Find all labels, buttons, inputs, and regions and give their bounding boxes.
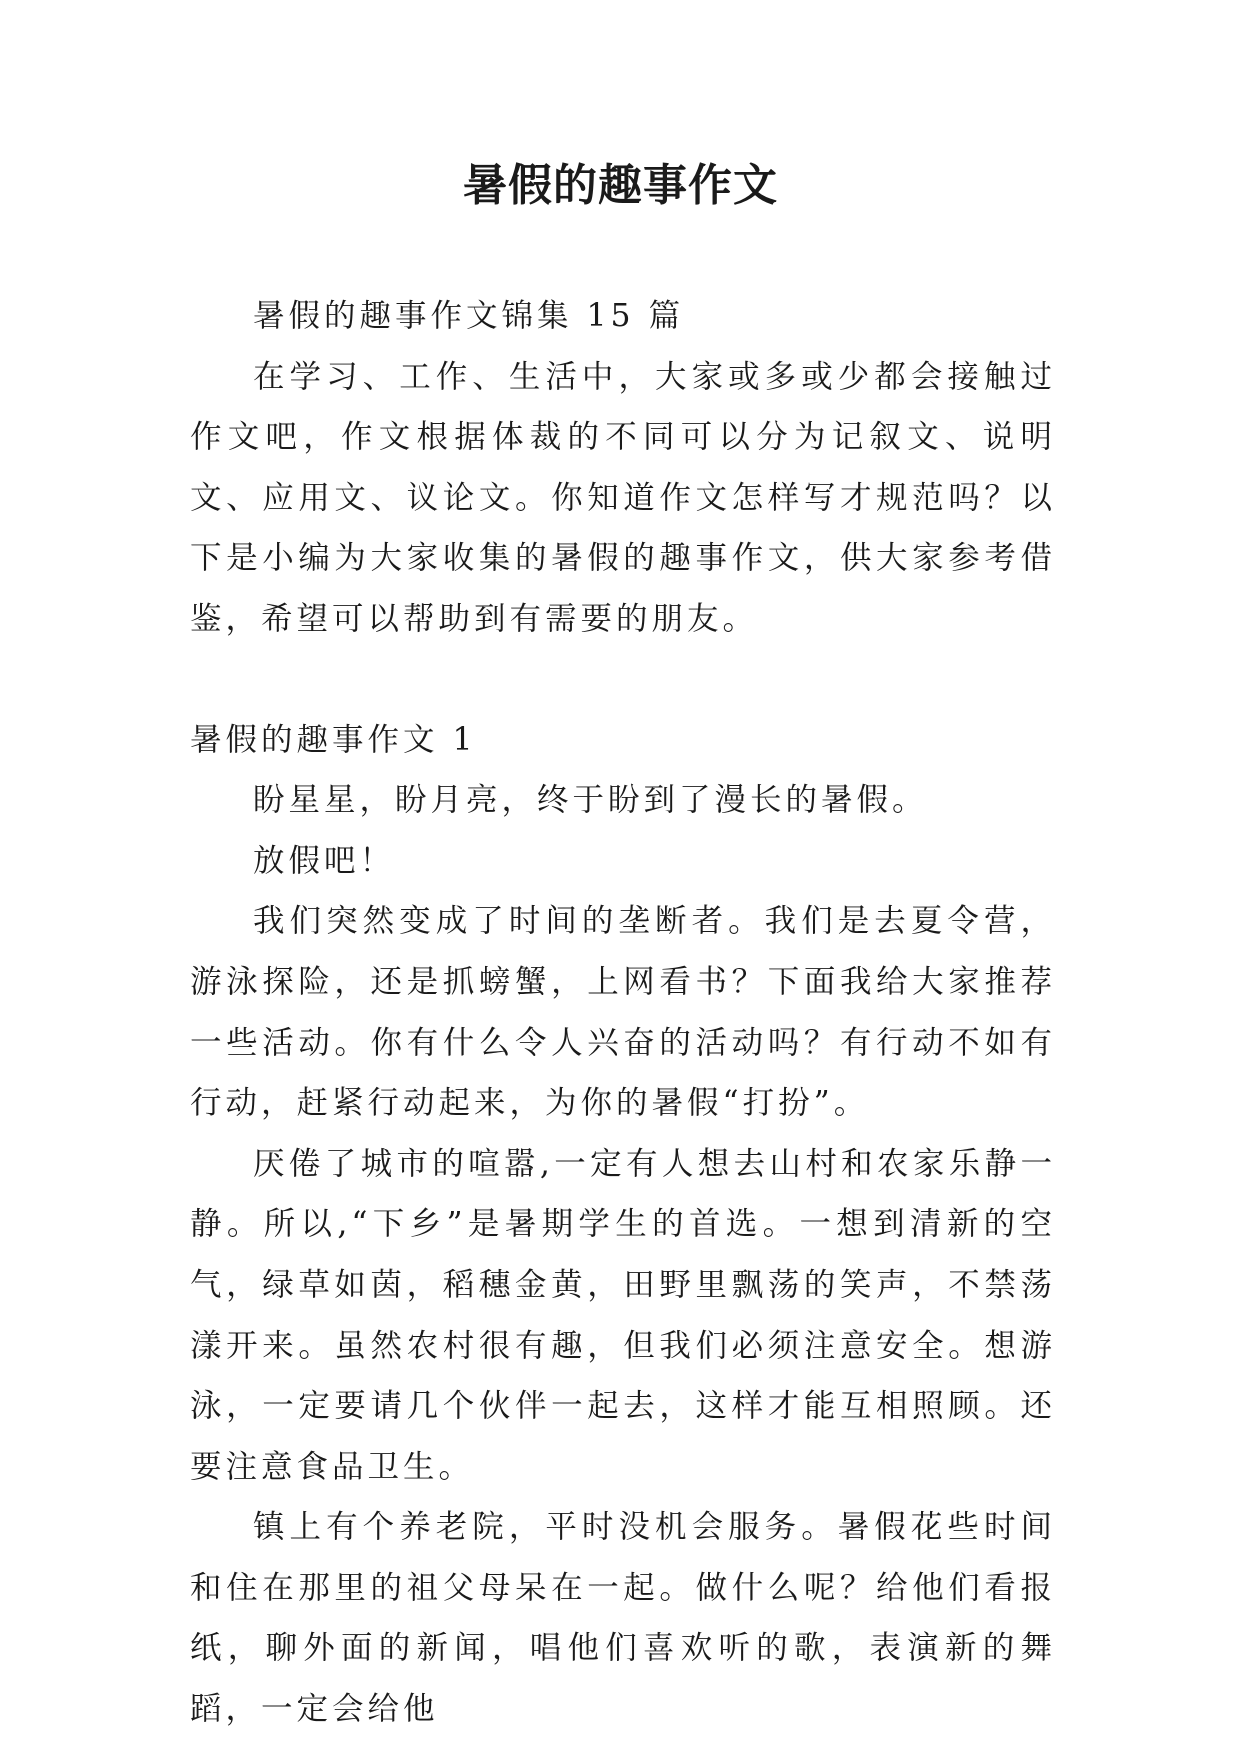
document-subtitle: 暑假的趣事作文锦集 15 篇: [253, 298, 685, 334]
section-spacer: [190, 650, 1056, 710]
body-paragraph: 厌倦了城市的喧嚣,一定有人想去山村和农家乐静一静。所以,“下乡”是暑期学生的首选。一想到清新的空气，绿草如茵，稻穗金黄，田野里飘荡的笑声，不禁荡漾开来。虽然农村很有趣，但我们必须注意安全。想游泳，一定要请几个伙伴一起去，这样才能互相照顾。还要注意食品卫生。: [190, 1145, 1056, 1485]
section-heading: 暑假的趣事作文 1: [190, 721, 477, 758]
intro-paragraph: 在学习、工作、生活中，大家或多或少都会接触过作文吧，作文根据体裁的不同可以分为记叙文、说明文、应用文、议论文。你知道作文怎样写才规范吗？以下是小编为大家收集的暑假的趣事作文，供大家参考借鉴，希望可以帮助到有需要的朋友。: [190, 358, 1056, 637]
document-title: 暑假的趣事作文: [463, 160, 778, 211]
body-paragraph: 我们突然变成了时间的垄断者。我们是去夏令营，游泳探险，还是抓螃蟹，上网看书？下面我给大家推荐一些活动。你有什么令人兴奋的活动吗？有行动不如有行动，赶紧行动起来，为你的暑假“打扮”。: [190, 903, 1056, 1122]
body-paragraph: 放假吧！: [253, 842, 396, 879]
body-paragraph: 盼星星，盼月亮，终于盼到了漫长的暑假。: [253, 782, 928, 819]
body-paragraph: 镇上有个养老院，平时没机会服务。暑假花些时间和住在那里的祖父母呆在一起。做什么呢？给他们看报纸，聊外面的新闻，唱他们喜欢听的歌，表演新的舞蹈，一定会给他: [190, 1509, 1056, 1728]
document-body: [190, 286, 1056, 1740]
